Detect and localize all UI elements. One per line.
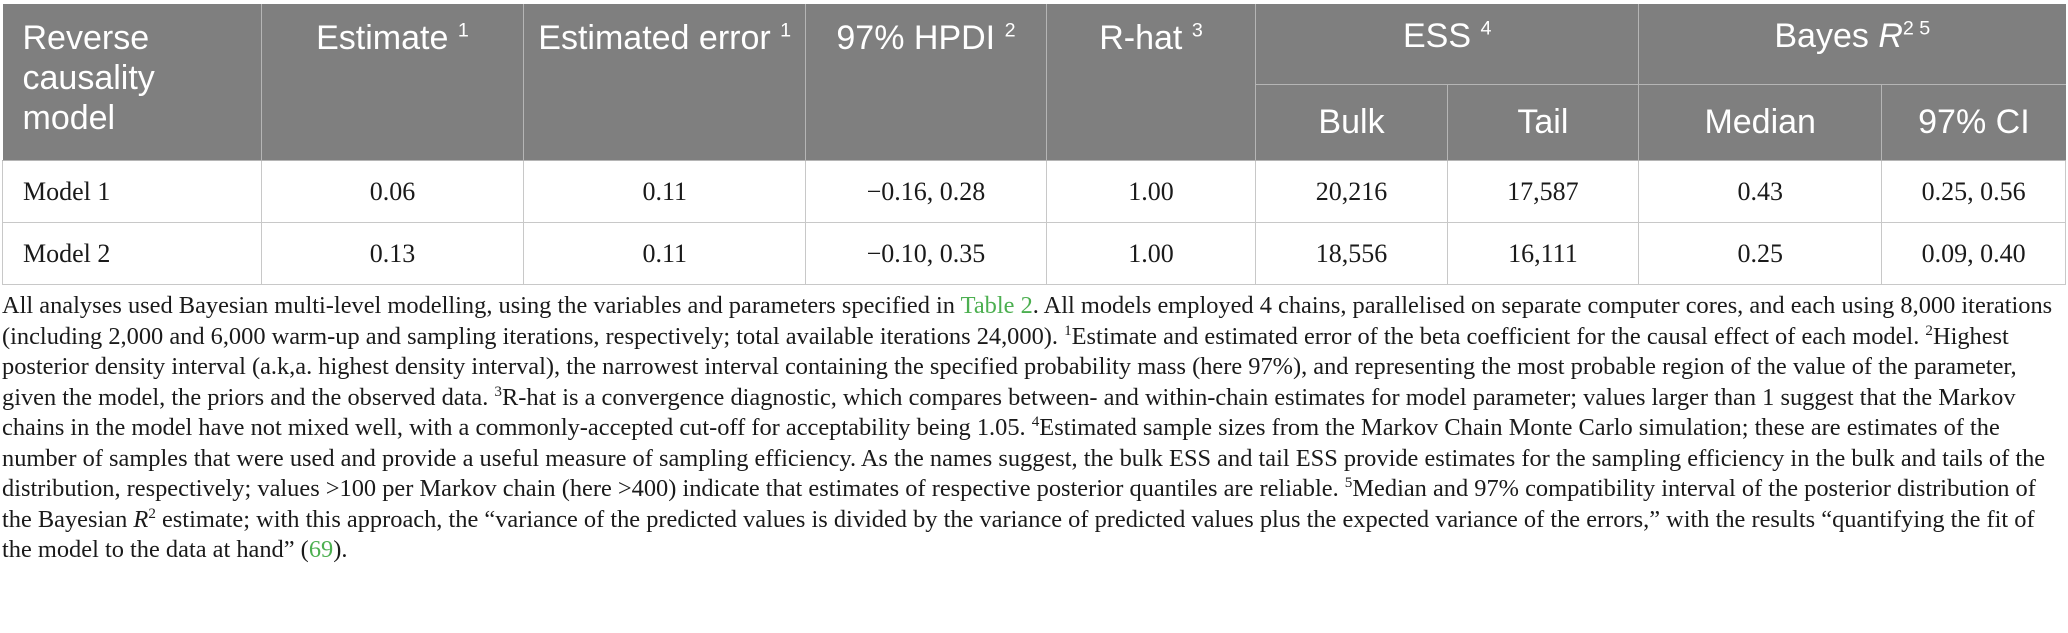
- results-table: [2, 4, 2066, 285]
- header-median: Median: [1639, 84, 1882, 160]
- cell-rhat: 1.00: [1046, 161, 1256, 223]
- cell-model: Model 1: [3, 161, 262, 223]
- header-rhat: R-hat $^3$: [1046, 4, 1256, 161]
- header-estimate: Estimate $^1$: [261, 4, 524, 161]
- cell-error: 0.11: [524, 223, 806, 285]
- table-row: [3, 223, 2066, 285]
- cell-model: Model 2: [3, 223, 262, 285]
- cell-rhat: 1.00: [1046, 223, 1256, 285]
- header-model: Reverse causality model: [3, 4, 262, 161]
- table-row: [3, 161, 2066, 223]
- header-ess-bulk: Bulk: [1256, 84, 1447, 160]
- cell-median: 0.43: [1639, 161, 1882, 223]
- cell-error: 0.11: [524, 161, 806, 223]
- reference-69-link[interactable]: 69: [308, 536, 334, 563]
- header-ci: 97% CI: [1882, 84, 2066, 160]
- cell-median: 0.25: [1639, 223, 1882, 285]
- cell-hpdi: −0.16, 0.28: [806, 161, 1047, 223]
- cell-ess-tail: 16,111: [1447, 223, 1638, 285]
- cell-ess-bulk: 18,556: [1256, 223, 1447, 285]
- cell-ess-tail: 17,587: [1447, 161, 1638, 223]
- cell-ci: 0.09, 0.40: [1882, 223, 2066, 285]
- cell-estimate: 0.06: [261, 161, 524, 223]
- cell-ci: 0.25, 0.56: [1882, 161, 2066, 223]
- header-ess: ESS $^4$: [1256, 4, 1639, 84]
- header-bayes-r2: Bayes $R^{2 5}$: [1639, 4, 2066, 84]
- header-ess-tail: Tail: [1447, 84, 1638, 160]
- cell-estimate: 0.13: [261, 223, 524, 285]
- cell-ess-bulk: 20,216: [1256, 161, 1447, 223]
- table-2-link[interactable]: Table 2: [960, 292, 1033, 319]
- header-hpdi: 97% HPDI $^2$: [806, 4, 1047, 161]
- table-footnotes: All analyses used Bayesian multi-level modelling, using the variables and parameters specified in Table 2. All models employed 4 chains, parallelised on separate computer cores, and each using 8,000 iterations (including 2,000 and 6,000 warm-up and sampling iterations, respectively; total available iterations 24,000). $^1$Estimate and estimated error of the beta coefficient for the causal effect of each model. $^2$Highest posterior density interval (a.k,a. highest density interval), the narrowest interval containing the specified probability mass (here 97%), and representing the most probable region of the value of the parameter, given the model, the priors and the observed data. $^3$R-hat is a convergence diagnostic, which compares between- and within-chain estimates for model parameter; values larger than 1 suggest that the Markov chains in the model have not mixed well, with a commonly-accepted cut-off for acceptability being 1.05. $^4$Estimated sample sizes from the Markov Chain Monte Carlo simulation; these are estimates of the number of samples that were used and provide a useful measure of sampling efficiency. As the names suggest, the bulk ESS and tail ESS provide estimates for the sampling efficiency in the bulk and tails of the distribution, respectively; values >100 per Markov chain (here >400) indicate that estimates of respective posterior quantiles are reliable. $^5$Median and 97% compatibility interval of the posterior distribution of the Bayesian $R^2$ estimate; with this approach, the “variance of the predicted values is divided by the variance of predicted values plus the expected variance of the errors,” with the results “quantifying the fit of the model to the data at hand” (69).: [2, 292, 2053, 563]
- cell-hpdi: −0.10, 0.35: [806, 223, 1047, 285]
- header-estimated-error: Estimated error $^1$: [524, 4, 806, 161]
